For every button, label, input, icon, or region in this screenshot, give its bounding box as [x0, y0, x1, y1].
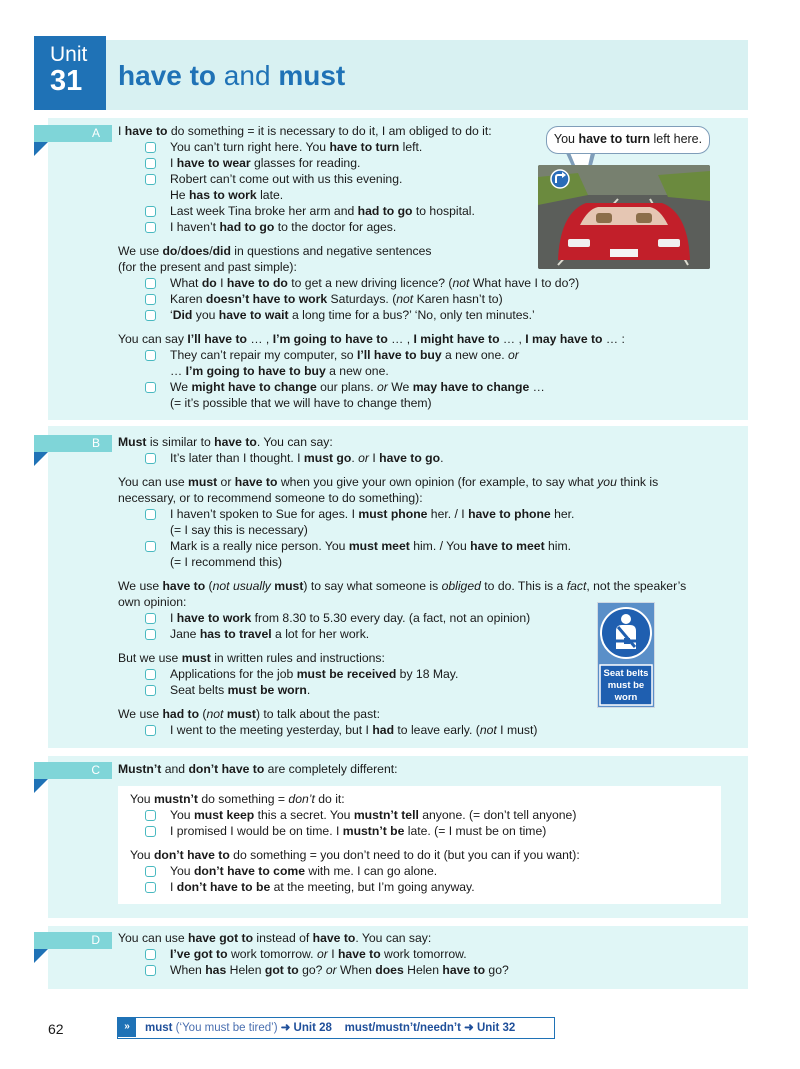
c-example-2: I promised I would be on time. I mustn’t be late. (= I must be on time) — [130, 823, 580, 839]
example-bullet-icon — [145, 725, 156, 736]
a-example-5: I haven’t had to go to the doctor for ages. — [118, 219, 625, 235]
a-para2-line1: We use do/does/did in questions and negative sentences — [118, 244, 432, 258]
unit-badge — [34, 36, 106, 110]
a-example-2: I have to wear glasses for reading. — [118, 155, 625, 171]
ref2-unit-link[interactable]: ➜ Unit 32 — [460, 1022, 516, 1034]
section-d-corner — [34, 949, 48, 963]
section-a-corner — [34, 142, 48, 156]
b-para5: We use had to (not must) to talk about the past: — [118, 707, 380, 721]
example-bullet-icon — [145, 310, 156, 321]
b-example-8: I went to the meeting yesterday, but I had to leave early. (not I must) — [118, 722, 686, 738]
c-para1: You mustn’t do something = don’t do it: — [130, 792, 345, 806]
section-d-tab: D — [34, 932, 112, 949]
example-bullet-icon — [145, 882, 156, 893]
ref2-word: must/mustn’t/needn’t — [344, 1022, 461, 1034]
a-para2-line2: (for the present and past simple): — [118, 260, 297, 274]
b-example-2: I haven’t spoken to Sue for ages. I must phone her. / I have to phone her. — [118, 506, 686, 522]
example-bullet-icon — [145, 509, 156, 520]
a-example-6: What do I have to do to get a new driving licence? (not What have I to do?) — [118, 275, 625, 291]
a-example-10-cont: (= it’s possible that we will have to change them) — [170, 396, 432, 410]
example-bullet-icon — [145, 826, 156, 837]
b-para2-line2: necessary, or to recommend someone to do something): — [118, 491, 423, 505]
title-and: and — [216, 60, 279, 91]
double-arrow-icon: » — [118, 1018, 136, 1037]
example-bullet-icon — [145, 174, 156, 185]
a-example-3: Robert can’t come out with us this evening. — [118, 171, 625, 187]
a-example-10: We might have to change our plans. or We may have to change … — [118, 379, 625, 395]
ref1-word: must — [145, 1022, 173, 1034]
title-have-to: have to — [118, 60, 217, 91]
a-example-9-cont: … I’m going to have to buy a new one. — [170, 364, 389, 378]
d-intro: You can use have got to instead of have to. You can say: — [118, 931, 432, 945]
example-bullet-icon — [145, 541, 156, 552]
ref1-unit-link[interactable]: ➜ Unit 28 — [280, 1022, 332, 1034]
section-a-tab: A — [34, 125, 112, 142]
c-intro: Mustn’t and don’t have to are completely different: — [118, 762, 398, 776]
example-bullet-icon — [145, 866, 156, 877]
c-para2: You don’t have to do something = you don’t need to do it (but you can if you want): — [130, 848, 580, 862]
b-example-6: Applications for the job must be received by 18 May. — [118, 666, 686, 682]
a-example-9: They can’t repair my computer, so I’ll have to buy a new one. or — [118, 347, 625, 363]
example-bullet-icon — [145, 949, 156, 960]
a-para3: You can say I’ll have to … , I’m going to have to … , I might have to … , I may have to … : — [118, 332, 625, 346]
example-bullet-icon — [145, 294, 156, 305]
page-number: 62 — [48, 1021, 64, 1037]
page-title — [118, 58, 345, 94]
section-c-tab: C — [34, 762, 112, 779]
example-bullet-icon — [145, 810, 156, 821]
b-example-2-cont: (= I say this is necessary) — [170, 523, 308, 537]
a-intro: I have to do something = it is necessary to do it, I am obliged to do it: — [118, 124, 492, 138]
sign-text-line3: worn — [614, 692, 638, 703]
c-example-4: I don’t have to be at the meeting, but I’m going anyway. — [130, 879, 580, 895]
seat-belt-sign-icon — [597, 602, 655, 708]
cross-reference-box[interactable] — [117, 1017, 555, 1039]
sign-text-line2: must be — [607, 680, 645, 691]
example-bullet-icon — [145, 350, 156, 361]
speech-bubble: You have to turn left here. — [546, 126, 710, 154]
cross-reference-text — [145, 1020, 515, 1036]
example-bullet-icon — [145, 206, 156, 217]
section-c-content — [130, 791, 580, 895]
unit-number: 31 — [50, 65, 83, 97]
a-example-8: ‘Did you have to wait a long time for a bus?’ ‘No, only ten minutes.’ — [118, 307, 625, 323]
a-example-7: Karen doesn’t have to work Saturdays. (not Karen hasn’t to) — [118, 291, 625, 307]
section-d-content — [118, 930, 509, 978]
example-bullet-icon — [145, 382, 156, 393]
example-bullet-icon — [145, 453, 156, 464]
b-example-7: Seat belts must be worn. — [118, 682, 686, 698]
b-para2-line1: You can use must or have to when you give your own opinion (for example, to say what you think is — [118, 475, 659, 489]
b-para4: But we use must in written rules and instructions: — [118, 651, 385, 665]
example-bullet-icon — [145, 222, 156, 233]
example-bullet-icon — [145, 669, 156, 680]
ref1-example: (‘You must be tired’) — [172, 1022, 281, 1034]
b-example-1: It’s later than I thought. I must go. or I have to go. — [118, 450, 686, 466]
b-example-5: Jane has to travel a lot for her work. — [118, 626, 686, 642]
b-intro: Must is similar to have to. You can say: — [118, 435, 333, 449]
c-example-3: You don’t have to come with me. I can go alone. — [130, 863, 580, 879]
example-bullet-icon — [145, 613, 156, 624]
sign-text-line1: Seat belts — [603, 668, 649, 679]
example-bullet-icon — [145, 158, 156, 169]
b-example-4: I have to work from 8.30 to 5.30 every day. (a fact, not an opinion) — [118, 610, 686, 626]
section-c-intro — [118, 761, 398, 777]
d-example-2: When has Helen got to go? or When does Helen have to go? — [118, 962, 509, 978]
car-at-junction-photo — [538, 165, 710, 269]
a-example-3-cont: He has to work late. — [170, 188, 284, 202]
b-example-3-cont: (= I recommend this) — [170, 555, 283, 569]
title-must: must — [278, 60, 346, 91]
section-c-corner — [34, 779, 48, 793]
c-example-1: You must keep this a secret. You mustn’t tell anyone. (= don’t tell anyone) — [130, 807, 580, 823]
d-example-1: I’ve got to work tomorrow. or I have to work tomorrow. — [118, 946, 509, 962]
example-bullet-icon — [145, 629, 156, 640]
b-example-3: Mark is a really nice person. You must meet him. / You have to meet him. — [118, 538, 686, 554]
a-example-1: You can’t turn right here. You have to turn left. — [118, 139, 625, 155]
example-bullet-icon — [145, 965, 156, 976]
b-para3-line1: We use have to (not usually must) to say what someone is obliged to do. This is a fact, not the speaker’s — [118, 579, 687, 593]
example-bullet-icon — [145, 278, 156, 289]
example-bullet-icon — [145, 142, 156, 153]
b-para3-line2: own opinion: — [118, 595, 187, 609]
a-example-4: Last week Tina broke her arm and had to go to hospital. — [118, 203, 625, 219]
section-b-corner — [34, 452, 48, 466]
example-bullet-icon — [145, 685, 156, 696]
unit-label: Unit — [50, 43, 88, 66]
section-b-tab: B — [34, 435, 112, 452]
